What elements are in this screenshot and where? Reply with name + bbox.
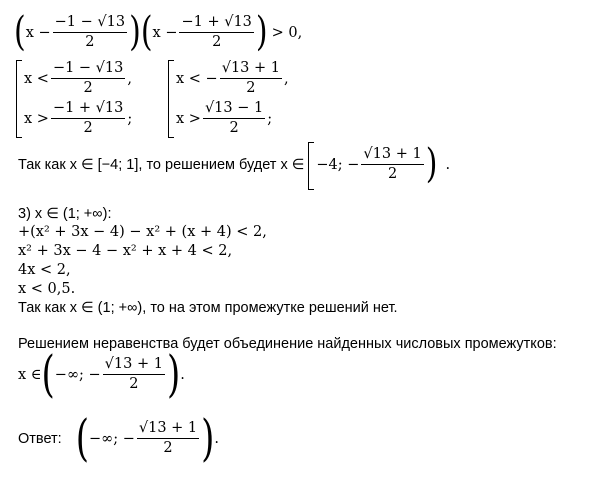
interval-1 [308,140,445,188]
since-line-1-tail: . [445,156,451,173]
answer-left: −∞; − [88,430,135,447]
answer-tail: . [214,430,220,447]
system-1-a-tail: , [127,70,132,87]
system-1-b-left: x > [24,110,49,127]
term-x-1: x − [25,24,51,41]
system-2-a-fraction [220,60,282,97]
case-3-line-1: +(x² + 3x − 4) − x² + (x + 4) < 2, [18,224,267,240]
system-2-line-a [176,60,289,97]
fraction-1 [53,14,127,51]
paren-close: ) [255,8,268,56]
system-2-b-left: x > [176,110,201,127]
answer-close-paren: ) [201,409,215,468]
system-2-a-tail: , [284,70,289,87]
system-2-a-left: x < − [176,70,218,87]
fraction-1-numerator: −1 − √13 [53,14,127,33]
interval-1-close-paren: ) [425,140,438,188]
answer-open-paren: ( [75,409,89,468]
case-3-conclusion: Так как x ∈ (1; +∞), то на этом промежутке решений нет. [18,300,398,316]
answer-denominator: 2 [163,440,173,456]
solution-close-paren: ) [166,345,181,404]
system-2-b-fraction [203,100,265,137]
paren-open: ( [14,8,26,56]
solution-left: −∞; − [54,366,101,383]
interval-1-denominator: 2 [387,166,398,182]
system-2-line-b [176,100,272,137]
inequality-product [14,8,303,56]
case-3-line-3: 4x < 2, [18,262,71,278]
system-1-a-denominator: 2 [83,80,93,96]
fraction-1-denominator: 2 [85,34,95,50]
system-1-bracket [16,60,22,138]
solution-fraction [103,356,165,393]
system-1-b-numerator: −1 + √13 [51,100,125,119]
inequality-tail: > 0, [271,24,303,41]
system-1-a-fraction [51,60,125,97]
solution-tail: . [180,366,185,383]
system-1-a-numerator: −1 − √13 [51,60,125,79]
system-1-line-b [24,100,132,137]
paren-close: ) [129,8,141,56]
system-2-bracket [168,60,174,138]
solution-open-paren: ( [41,345,55,404]
answer-line [18,409,220,468]
solution-numerator: √13 + 1 [103,356,165,375]
fraction-2-numerator: −1 + √13 [179,14,253,33]
system-2-b-tail: ; [267,110,273,127]
case-3-line-2: x² + 3x − 4 − x² + x + 4 < 2, [18,243,233,259]
system-1-a-left: x < [24,70,49,87]
system-2-b-numerator: √13 − 1 [203,100,265,119]
answer-label: Ответ: [18,430,62,447]
interval-1-numerator: √13 + 1 [361,146,423,165]
paren-open: ( [140,8,153,56]
answer-numerator: √13 + 1 [137,420,199,439]
system-1-b-fraction [51,100,125,137]
system-2-b-denominator: 2 [229,120,239,136]
answer-fraction [137,420,199,457]
interval-1-open-bracket [308,142,314,190]
fraction-2-denominator: 2 [212,34,222,50]
system-1-b-denominator: 2 [83,120,93,136]
since-line-1-text: Так как x ∈ [−4; 1], то решением будет x ∈ [18,156,305,173]
solution-x-in: x ∈ [18,366,42,383]
solution-denominator: 2 [129,376,139,392]
solution-interval [18,345,185,404]
system-2-a-numerator: √13 + 1 [220,60,282,79]
case-3-header: 3) x ∈ (1; +∞): [18,206,112,222]
system-2-a-denominator: 2 [246,80,256,96]
system-1-b-tail: ; [127,110,133,127]
interval-1-left: −4; − [316,156,360,173]
case-3-line-4: x < 0,5. [18,281,76,297]
since-line-1 [18,140,451,188]
system-1-line-a [24,60,132,97]
fraction-2 [179,14,253,51]
solution-statement: Решением неравенства будет объединение найденных числовых промежутков: [18,336,557,352]
interval-1-fraction [361,146,423,183]
term-x-2: x − [152,24,178,41]
